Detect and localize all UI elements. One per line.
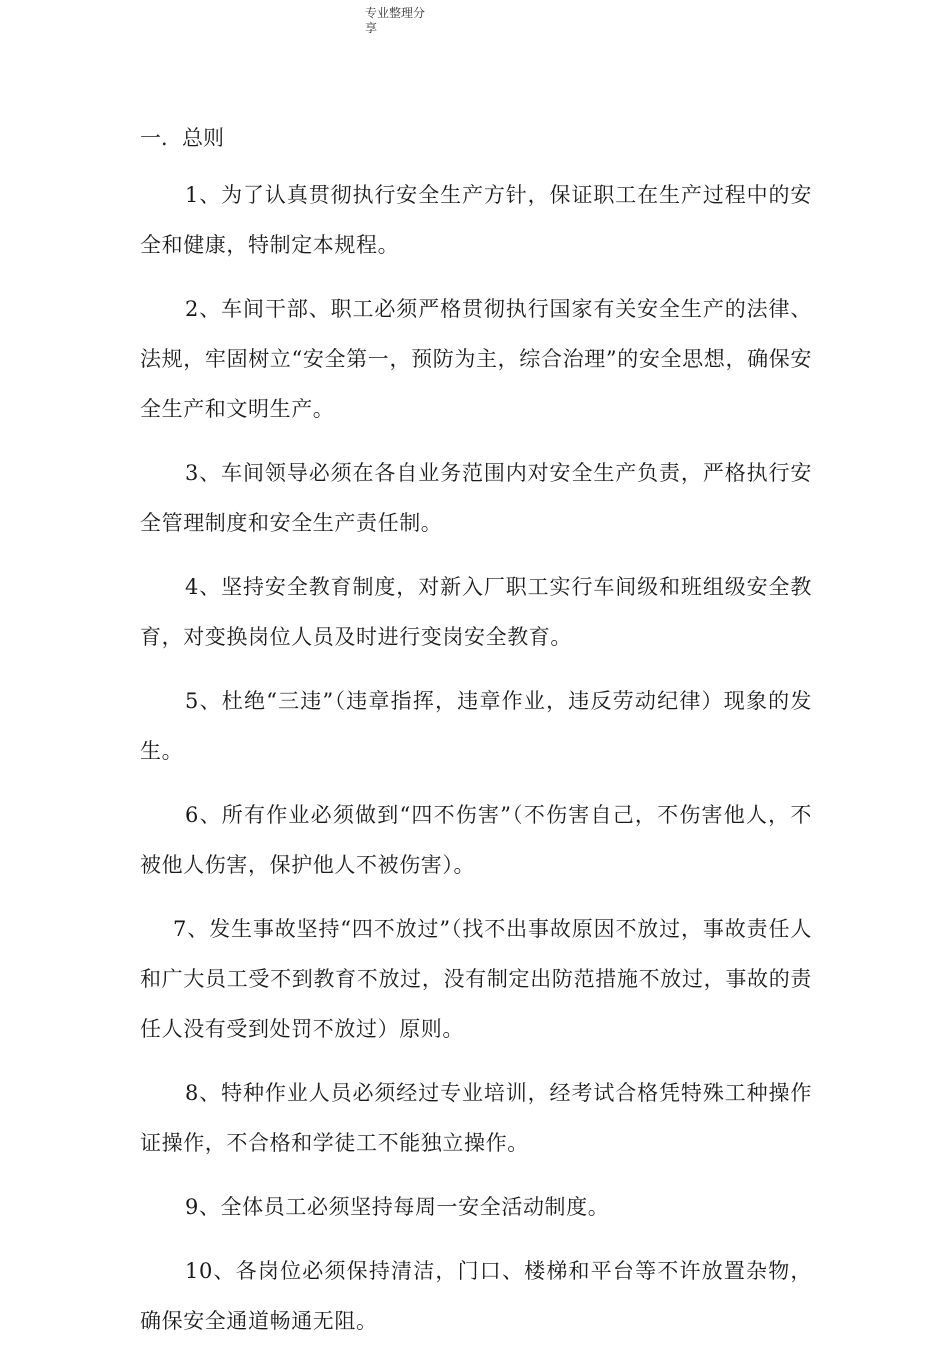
paragraph-6: 6、所有作业必须做到“四不伤害”（不伤害自己，不伤害他人，不被他人伤害，保护他人不被伤害）。: [140, 803, 812, 877]
paragraph-4: 4、坚持安全教育制度，对新入厂职工实行车间级和班组级安全教育，对变换岗位人员及时进行变岗安全教育。: [140, 575, 812, 649]
paragraph-5: 5、杜绝“三违”（违章指挥，违章作业，违反劳动纪律）现象的发生。: [140, 689, 812, 763]
paragraph-10: 10、各岗位必须保持清洁，门口、楼梯和平台等不许放置杂物，确保安全通道畅通无阻。: [140, 1259, 812, 1333]
paragraph-3: 3、车间领导必须在各自业务范围内对安全生产负责，严格执行安全管理制度和安全生产责任制。: [140, 461, 812, 535]
paragraph-7: 7、发生事故坚持“四不放过”（找不出事故原因不放过，事故责任人和广大员工受不到教育不放过，没有制定出防范措施不放过，事故的责任人没有受到处罚不放过）原则。: [140, 917, 812, 1041]
document-body: [140, 120, 812, 1346]
paragraph-2: 2、车间干部、职工必须严格贯彻执行国家有关安全生产的法律、法规，牢固树立“安全第一，预防为主，综合治理”的安全思想，确保安全生产和文明生产。: [140, 297, 812, 421]
section-title: 一．总则: [140, 126, 224, 150]
paragraph-8: 8、特种作业人员必须经过专业培训，经考试合格凭特殊工种操作证操作，不合格和学徒工不能独立操作。: [140, 1081, 812, 1155]
paragraph-9: 9、全体员工必须坚持每周一安全活动制度。: [185, 1195, 610, 1219]
page-header: 专业整理分享: [365, 6, 426, 35]
paragraph-1: 1、为了认真贯彻执行安全生产方针，保证职工在生产过程中的安全和健康，特制定本规程。: [140, 183, 812, 257]
